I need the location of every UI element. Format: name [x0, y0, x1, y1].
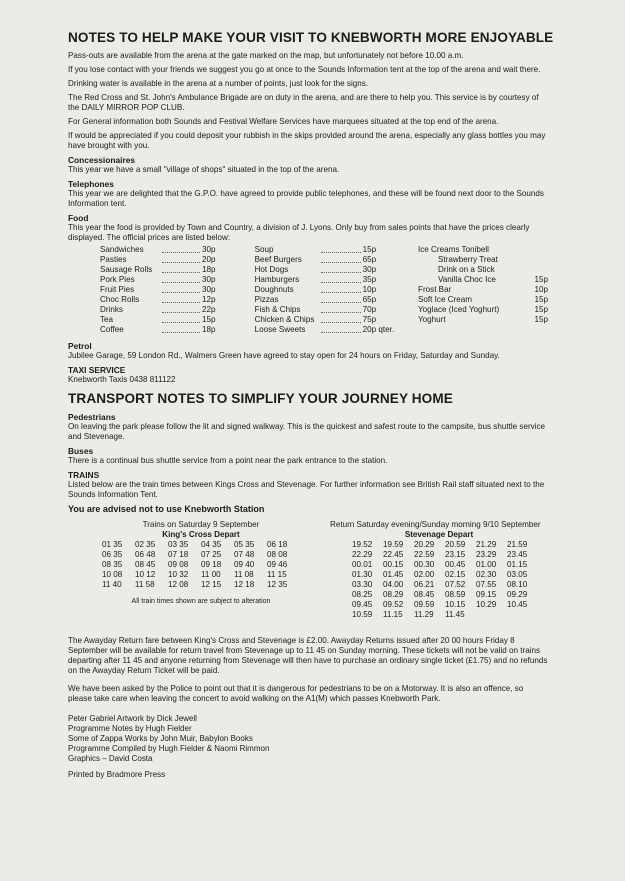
food-item-name: Drink on a Stick	[438, 265, 495, 274]
food-item	[255, 245, 418, 255]
visit-note-paragraph: Pass-outs are available from the arena at the gate marked on the map, but unfortunately not before 10.00 a.m.	[68, 51, 464, 60]
train-time: 07.52	[445, 580, 466, 589]
leader-dots	[321, 245, 361, 253]
train-time: 20.29	[414, 540, 435, 549]
food-item	[255, 265, 418, 275]
food-item	[418, 285, 548, 295]
pedestrians-title: Pedestrians	[68, 412, 116, 422]
credit-line: Programme Compiled by Hugh Fielder & Naomi Rimmon	[68, 744, 270, 753]
food-item-name: Yoghurt	[418, 315, 446, 324]
train-time: 09.45	[352, 600, 373, 609]
food-item	[255, 315, 418, 325]
train-time: 00.15	[383, 560, 404, 569]
heading-transport-notes: TRANSPORT NOTES TO SIMPLIFY YOUR JOURNEY HOME	[68, 391, 453, 406]
food-item-price: 15p	[534, 295, 548, 304]
train-time: 10.15	[445, 600, 466, 609]
food-item	[100, 315, 223, 325]
food-item-price: 65p	[362, 295, 377, 304]
train-time: 04.00	[383, 580, 404, 589]
food-item-price: 30p	[202, 275, 216, 284]
food-item-name: Frost Bar	[418, 285, 452, 294]
food-item	[100, 295, 223, 305]
leader-dots	[321, 305, 361, 313]
visit-note-paragraph: The Red Cross and St. John's Ambulance Brigade are on duty in the arena, and are there to help you. This service is by courtesy of the DAILY MIRROR POP CLUB.	[68, 93, 539, 112]
kings-cross-depart-label: King's Cross Depart	[162, 530, 240, 539]
train-time: 02.00	[414, 570, 435, 579]
food-item-name: Strawberry Treat	[438, 255, 498, 264]
train-times-row	[352, 560, 548, 570]
train-time: 00.45	[445, 560, 466, 569]
train-time: 08.25	[352, 590, 373, 599]
food-item-name: Beef Burgers	[254, 255, 302, 264]
train-time: 09.59	[414, 600, 435, 609]
leader-dots	[162, 315, 200, 323]
train-time: 07.55	[476, 580, 497, 589]
food-column-1	[100, 245, 223, 335]
food-item-name: Choc Rolls	[100, 295, 140, 304]
food-item-name: Hamburgers	[254, 275, 300, 284]
train-time: 08.10	[507, 580, 528, 589]
train-time: 03.30	[352, 580, 373, 589]
visit-note-paragraph: Drinking water is available in the arena at a number of points, just look for the signs.	[68, 79, 369, 88]
train-time: 07 48	[234, 550, 255, 559]
leader-dots	[321, 255, 361, 263]
train-time: 01.15	[507, 560, 528, 569]
leader-dots	[321, 315, 361, 323]
food-item-name: Soup	[254, 245, 274, 254]
leader-dots	[321, 285, 361, 293]
leader-dots	[162, 295, 200, 303]
food-item	[100, 245, 223, 255]
leader-dots	[321, 265, 361, 273]
food-item	[418, 275, 548, 285]
food-item-price: 15p	[534, 315, 548, 324]
train-time: 12 08	[168, 580, 189, 589]
train-time: 19.59	[383, 540, 404, 549]
train-time: 01.45	[383, 570, 404, 579]
food-item-price: 75p	[362, 315, 377, 324]
food-item	[255, 255, 418, 265]
train-times-row	[352, 550, 548, 560]
train-time: 02.15	[445, 570, 466, 579]
food-item-price: 15p	[362, 245, 377, 254]
train-time: 10.45	[507, 600, 528, 609]
food-item-name: Yoglace (Iced Yoghurt)	[418, 305, 500, 314]
heading-visit-notes: NOTES TO HELP MAKE YOUR VISIT TO KNEBWORTH MORE ENJOYABLE	[68, 30, 554, 45]
food-item-name: Pasties	[100, 255, 127, 264]
train-time: 08 08	[267, 550, 288, 559]
train-time: 06.21	[414, 580, 435, 589]
buses-title: Buses	[68, 446, 94, 456]
food-item-price: 30p	[362, 265, 377, 274]
food-item-price: 10p	[362, 285, 377, 294]
food-item	[100, 275, 223, 285]
visit-notes-paragraphs	[68, 51, 548, 151]
train-time: 11 58	[135, 580, 155, 589]
train-time: 21.59	[507, 540, 528, 549]
train-time: 08.45	[414, 590, 435, 599]
concessionaires-title: Concessionaires	[68, 155, 136, 165]
saturday-trains	[102, 520, 300, 620]
food-item-price: 35p	[362, 275, 377, 284]
train-times-row	[352, 540, 548, 550]
food-item-price: 18p	[202, 325, 216, 334]
leader-dots	[321, 275, 361, 283]
train-time: 10 12	[135, 570, 156, 579]
train-times	[68, 520, 548, 620]
leader-dots	[162, 285, 200, 293]
food-item-price: 30p	[202, 245, 216, 254]
train-time: 04 35	[201, 540, 222, 549]
train-time: 02.30	[476, 570, 497, 579]
stevenage-times	[352, 540, 548, 620]
train-time: 02 35	[135, 540, 156, 549]
train-time: 06 35	[102, 550, 123, 559]
train-times-row	[102, 540, 300, 550]
petrol-title: Petrol	[68, 341, 92, 351]
food-item-name: Sausage Rolls	[100, 265, 153, 274]
train-times-row	[102, 580, 300, 590]
train-time: 22.45	[383, 550, 404, 559]
credit-line: Some of Zappa Works by John Muir, Babylon Books	[68, 734, 253, 743]
food-item-name: Fruit Pies	[100, 285, 135, 294]
train-times-row	[102, 570, 300, 580]
train-time: 11 40	[102, 580, 122, 589]
food-item-price: 15p	[202, 315, 216, 324]
page-content	[68, 26, 554, 780]
awayday-text: The Awayday Return fare between King's Cross and Stevenage is £2.00. Awayday Returns issued after 20 00 hours Friday 8 September will be available for return travel from Stevenage up to 11 45 on Sunday morning. These tickets will not be valid on trains departing after 11 45 and anyone returning from Stevenage will then have to purchase an ordinary single ticket (£1.75) and no refunds on the Awayday Return Ticket will be paid.	[68, 636, 548, 675]
food-item	[418, 295, 548, 305]
leader-dots	[162, 275, 200, 283]
food-item-price: 30p	[202, 285, 216, 294]
food-item	[255, 305, 418, 315]
train-time: 05 35	[234, 540, 255, 549]
trains-text: Listed below are the train times between Kings Cross and Stevenage. For further information see British Rail staff situated next to the Sounds Information Tent.	[68, 480, 545, 499]
train-time: 10 32	[168, 570, 189, 579]
credit-line: Peter Gabriel Artwork by Dick Jewell	[68, 714, 197, 723]
food-item	[255, 285, 418, 295]
food-item-name: Pizzas	[254, 295, 279, 304]
food-item-name: Chicken & Chips	[254, 315, 315, 324]
food-item-price: 70p	[362, 305, 377, 314]
train-time: 11 08	[234, 570, 254, 579]
concessionaires-text: This year we have a small "village of shops" situated in the top of the arena.	[68, 165, 340, 174]
train-time: 09 40	[234, 560, 255, 569]
food-column-3	[418, 245, 548, 335]
train-time: 08 35	[102, 560, 123, 569]
train-time: 12 15	[201, 580, 222, 589]
food-item-price: 12p	[202, 295, 216, 304]
train-time: 12 18	[234, 580, 255, 589]
food-item-price: 10p	[534, 285, 548, 294]
train-time: 10.29	[476, 600, 497, 609]
visit-note-paragraph: If you lose contact with your friends we suggest you go at once to the Sounds Information tent at the top of the arena and wait there.	[68, 65, 541, 74]
train-time: 09 08	[168, 560, 189, 569]
telephones-title: Telephones	[68, 179, 114, 189]
train-times-row	[352, 610, 548, 620]
food-item-name: Sandwiches	[100, 245, 144, 254]
food-text: This year the food is provided by Town and Country, a division of J. Lyons. Only buy from sales points that have the prices clearly displayed. The official prices are listed below:	[68, 223, 530, 242]
train-time: 10 08	[102, 570, 123, 579]
train-time: 07 25	[201, 550, 222, 559]
food-item	[418, 305, 548, 315]
return-trains	[330, 520, 548, 620]
train-time: 19.52	[352, 540, 373, 549]
food-item-name: Drinks	[100, 305, 123, 314]
train-time: 09.29	[507, 590, 528, 599]
taxi-title: TAXI SERVICE	[68, 365, 126, 375]
food-item-name: Ice Creams Tonibell	[418, 245, 489, 254]
train-time: 00.30	[414, 560, 435, 569]
train-time: 09.52	[383, 600, 404, 609]
food-item	[100, 325, 223, 335]
train-times-row	[102, 560, 300, 570]
leader-dots	[162, 265, 200, 273]
train-times-row	[352, 570, 548, 580]
train-time: 08 45	[135, 560, 156, 569]
train-time: 09 46	[267, 560, 288, 569]
police-text: We have been asked by the Police to point out that it is dangerous for pedestrians to be on a Motorway. It is also an offence, so please take care when leaving the concert to avoid walking on the A1(M) which passes Knebworth Park.	[68, 684, 524, 703]
train-time: 08.59	[445, 590, 466, 599]
food-item-name: Doughnuts	[254, 285, 294, 294]
train-time: 11 00	[201, 570, 221, 579]
train-time: 22.59	[414, 550, 435, 559]
food-item	[418, 265, 548, 275]
leader-dots	[321, 325, 361, 333]
train-time: 22.29	[352, 550, 373, 559]
train-time: 11.45	[445, 610, 465, 619]
train-time: 03 35	[168, 540, 189, 549]
food-column-2	[255, 245, 418, 335]
food-item	[100, 285, 223, 295]
buses-text: There is a continual bus shuttle service from a point near the park entrance to the station.	[68, 456, 388, 465]
food-item-price: 22p	[202, 305, 216, 314]
train-time: 10.59	[352, 610, 373, 619]
train-times-row	[352, 590, 548, 600]
saturday-trains-title: Trains on Saturday 9 September	[142, 520, 260, 529]
train-time: 23.15	[445, 550, 466, 559]
kings-cross-times	[102, 540, 300, 590]
food-title: Food	[68, 213, 89, 223]
food-price-list	[100, 245, 548, 335]
food-item	[418, 255, 548, 265]
food-item-name: Coffee	[100, 325, 124, 334]
leader-dots	[162, 255, 200, 263]
food-item-price: 15p	[534, 275, 548, 284]
train-time: 09.15	[476, 590, 497, 599]
train-time: 23.45	[507, 550, 528, 559]
train-time: 21.29	[476, 540, 497, 549]
food-item-name: Tea	[100, 315, 114, 324]
food-item-name: Fish & Chips	[254, 305, 301, 314]
credit-line: Graphics – David Costa	[68, 754, 153, 763]
food-item	[418, 315, 548, 325]
food-item-price: 15p	[534, 305, 548, 314]
train-time: 11 15	[267, 570, 287, 579]
food-item-name: Hot Dogs	[254, 265, 289, 274]
visit-note-paragraph: If would be appreciated if you could deposit your rubbish in the skips provided around the arena, especially any glass bottles you may have brought with you.	[68, 131, 546, 150]
telephones-text: This year we are delighted that the G.P.O. have agreed to provide public telephones, and these will be found next door to the Sounds Information tent.	[68, 189, 544, 208]
taxi-text: Knebworth Taxis 0438 811122	[68, 375, 176, 384]
train-time: 03.05	[507, 570, 528, 579]
leader-dots	[162, 325, 200, 333]
credit-line: Programme Notes by Hugh Fielder	[68, 724, 192, 733]
train-times-row	[352, 580, 548, 590]
train-time: 00.01	[352, 560, 373, 569]
train-time: 01.30	[352, 570, 373, 579]
food-item-name: Pork Pies	[100, 275, 135, 284]
train-times-row	[352, 600, 548, 610]
food-item-price: 20p qter.	[362, 325, 395, 334]
leader-dots	[321, 295, 361, 303]
trains-advice: You are advised not to use Knebworth Station	[68, 504, 265, 514]
visit-note-paragraph: For General information both Sounds and Festival Welfare Services have marquees situated at the top end of the arena.	[68, 117, 499, 126]
food-item-price: 18p	[202, 265, 216, 274]
food-item	[100, 305, 223, 315]
food-item	[255, 275, 418, 285]
food-item	[255, 295, 418, 305]
train-time: 08.29	[383, 590, 404, 599]
train-time: 23.29	[476, 550, 497, 559]
train-time: 12 35	[267, 580, 288, 589]
petrol-text: Jubilee Garage, 59 London Rd., Walmers Green have agreed to stay open for 24 hours on Friday, Saturday and Sunday.	[68, 351, 500, 360]
credits	[68, 714, 548, 764]
train-time: 01.00	[476, 560, 497, 569]
stevenage-depart-label: Stevenage Depart	[404, 530, 474, 539]
trains-title: TRAINS	[68, 470, 100, 480]
food-item	[418, 245, 548, 255]
food-item-price: 65p	[362, 255, 377, 264]
food-item-name: Vanilla Choc Ice	[438, 275, 496, 284]
leader-dots	[162, 245, 200, 253]
train-time: 07 18	[168, 550, 189, 559]
food-item-name: Loose Sweets	[254, 325, 306, 334]
train-time: 06 48	[135, 550, 156, 559]
train-time: 09 18	[201, 560, 222, 569]
train-time: 06 18	[267, 540, 288, 549]
train-time: 01 35	[102, 540, 123, 549]
leader-dots	[162, 305, 200, 313]
train-times-row	[102, 550, 300, 560]
pedestrians-text: On leaving the park please follow the lit and signed walkway. This is the quickest and safest route to the campsite, bus shuttle service and Stevenage.	[68, 422, 546, 441]
train-time: 11.15	[383, 610, 403, 619]
train-time: 20.59	[445, 540, 466, 549]
food-item-price: 20p	[202, 255, 216, 264]
food-item-name: Soft Ice Cream	[418, 295, 472, 304]
food-item	[100, 265, 223, 275]
food-item	[255, 325, 418, 335]
train-times-note: All train times shown are subject to alteration	[131, 598, 271, 605]
train-time: 11.29	[414, 610, 434, 619]
printed-by: Printed by Bradmore Press	[68, 770, 166, 779]
food-item	[100, 255, 223, 265]
return-trains-title: Return Saturday evening/Sunday morning 9/10 September	[330, 520, 541, 529]
